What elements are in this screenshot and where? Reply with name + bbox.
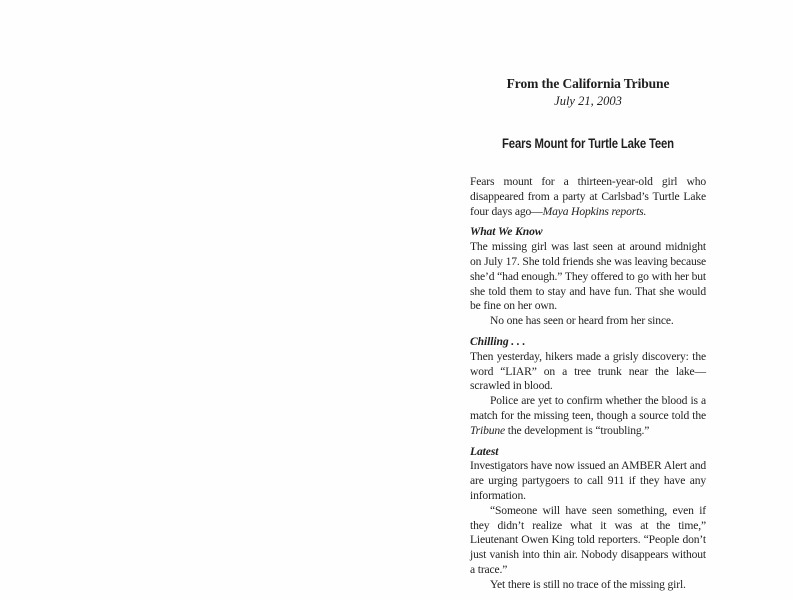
text-run: The missing girl was last seen at around midnight on July 17. She told friends she was leaving because she’d “had enough.” They offered to go with her but she told them to stay and have fun. That she would be fine on her own.	[470, 240, 706, 313]
text-run: Police are yet to confirm whether the blood is a match for the missing teen, though a source told the	[470, 394, 706, 422]
section-heading: What We Know	[470, 225, 543, 239]
article-body	[470, 175, 706, 593]
italic-text-run: Tribune	[470, 423, 506, 437]
text-run: No one has seen or heard from her since.	[490, 314, 674, 328]
newspaper-article	[470, 76, 706, 593]
article-headline: Fears Mount for Turtle Lake Teen	[502, 136, 674, 151]
article-masthead: From the California Tribune	[506, 76, 670, 91]
text-run: Fears mount for a thirteen-year-old girl who disappeared from a party at Carlsbad’s Turtle Lake four days ago—	[470, 175, 706, 218]
article-paragraph	[470, 459, 706, 503]
text-run: Investigators have now issued an AMBER Alert and are urging partygoers to call 911 if they have any information.	[470, 459, 706, 502]
section-heading: Latest	[470, 444, 499, 458]
text-run: Then yesterday, hikers made a grisly discovery: the word “LIAR” on a tree trunk near the lake—scrawled in blood.	[470, 349, 706, 393]
article-paragraph	[470, 350, 706, 394]
article-paragraph-lede	[470, 175, 706, 219]
text-run: the development is “troubling.”	[505, 423, 650, 437]
text-run: Yet there is still no trace of the missing girl.	[490, 577, 686, 591]
text-run: “Someone will have seen something, even if they didn’t realize what it was at the time,” Lieutenant Owen King told reporters. “People don’t just vanish into thin air. Nobody disappears without a trace.”	[470, 503, 706, 576]
article-paragraph	[470, 394, 706, 438]
article-paragraph	[470, 240, 706, 314]
article-dateline: July 21, 2003	[554, 94, 622, 108]
italic-text-run: Maya Hopkins reports.	[542, 204, 647, 218]
article-paragraph	[470, 314, 706, 329]
section-heading: Chilling . . .	[470, 334, 526, 348]
article-paragraph	[470, 504, 706, 578]
article-paragraph	[470, 578, 706, 593]
